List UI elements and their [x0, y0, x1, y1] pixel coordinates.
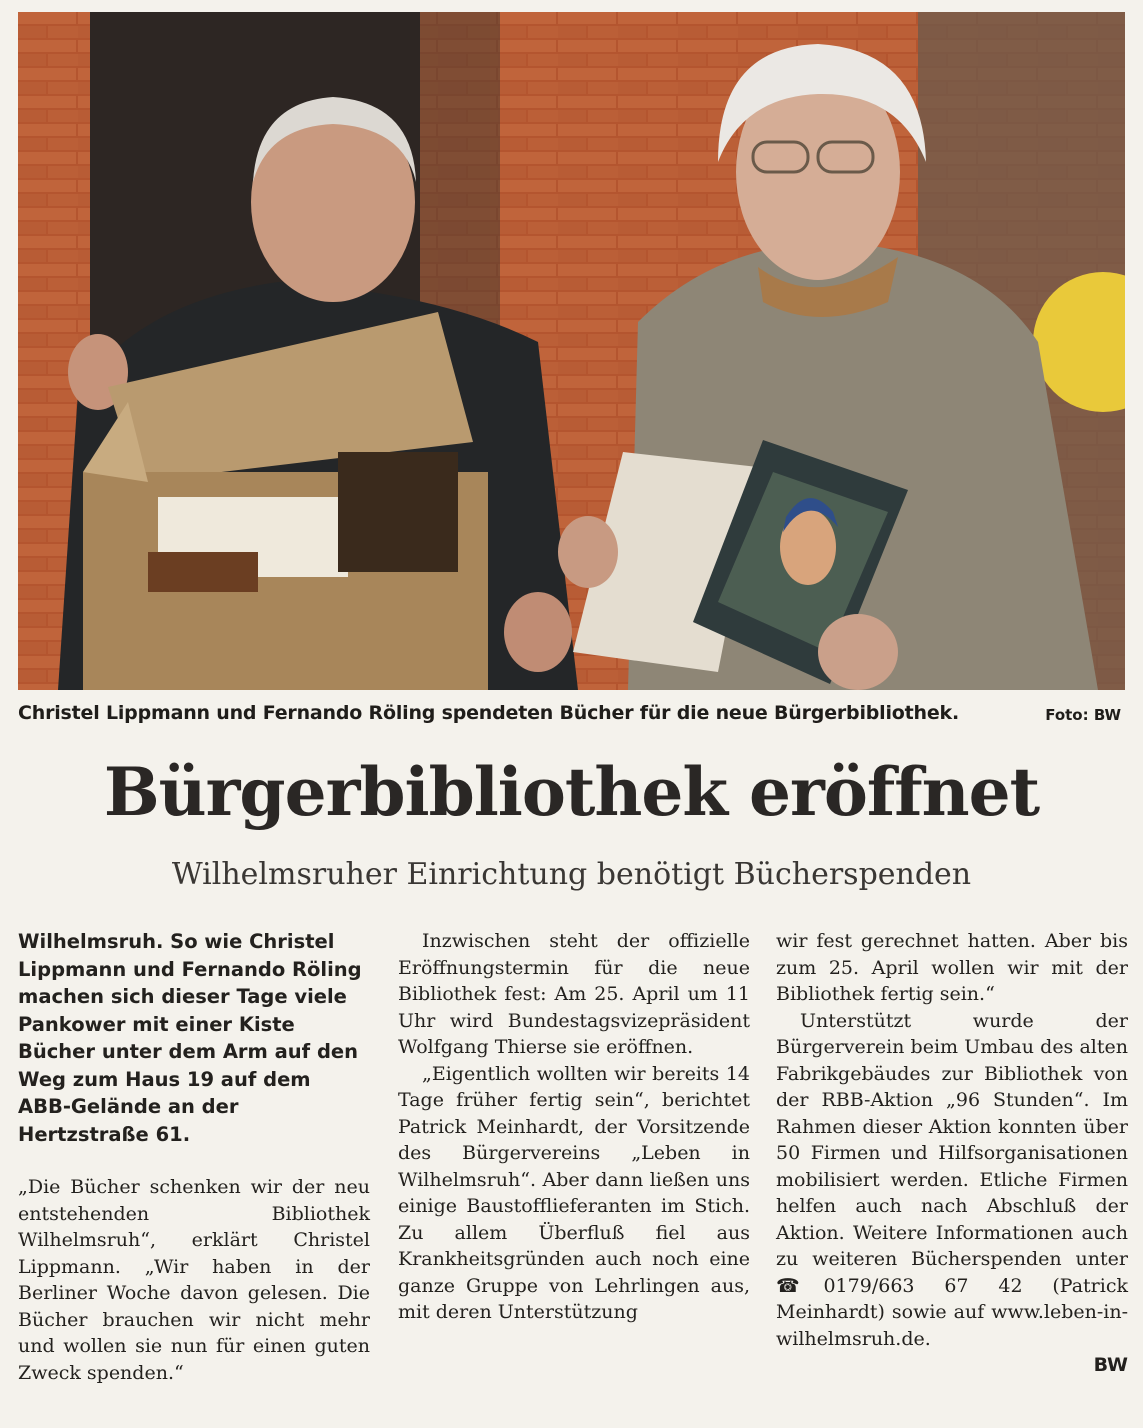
- lead-paragraph: Wilhelmsruh. So wie Christel Lippmann und Fernando Röling machen sich dieser Tage viele Pankower mit einer Kiste Bücher unter dem Arm auf den Weg zum Haus 19 auf dem ABB-Gelände an der Hertzstraße 61.: [18, 930, 362, 1146]
- paragraph: „Die Bücher schenken wir der neu entstehenden Bibliothek Wilhelmsruh“, erklärt Christel Lippmann. „Wir haben in der Berliner Woche davon gelesen. Die Bücher brauchen wir nicht mehr und wollen sie nun für einen guten Zweck spenden.“: [18, 1176, 370, 1384]
- caption-row: [18, 702, 1125, 728]
- article-column-3: [776, 928, 1128, 1379]
- article-column-2: [398, 928, 750, 1326]
- paragraph: Inzwischen steht der offizielle Eröffnungstermin für die neue Bibliothek fest: Am 25. April um 11 Uhr wird Bundestagsvizepräsident Wolfgang Thierse sie eröffnen.: [398, 930, 750, 1058]
- article-column-1: [18, 928, 370, 1386]
- photo-credit: Foto: BW: [1045, 706, 1121, 724]
- article-photo: [18, 12, 1125, 690]
- headline: Bürgerbibliothek eröffnet: [103, 753, 1040, 831]
- paragraph: Unterstützt wurde der Bürgerverein beim Umbau des alten Fabrikgebäudes zur Bibliothek von der RBB-Aktion „96 Stunden“. Im Rahmen dieser Aktion konnten über 50 Firmen und Hilfsorganisationen mobilisiert werden. Etliche Firmen helfen auch nach Abschluß der Aktion. Weitere Informationen auch zu weiteren Bücherspenden unter ☎0179/663 67 42 (Patrick Meinhardt) sowie auf www.leben-in-wilhelmsruh.de.: [776, 1009, 1128, 1350]
- paragraph: „Eigentlich wollten wir bereits 14 Tage früher fertig sein“, berichtet Patrick Meinhardt, der Vorsitzende des Bürgervereins „Leben in Wilhelmsruh“. Aber dann ließen uns einige Baustofflieferanten im Stich. Zu allem Überfluß fiel aus Krankheitsgründen auch noch eine ganze Gruppe von Lehrlingen aus, mit deren Unterstützung: [398, 1062, 750, 1323]
- paragraph: wir fest gerechnet hatten. Aber bis zum 25. April wollen wir mit der Bibliothek fertig sein.“: [776, 930, 1128, 1005]
- subheadline: Wilhelmsruher Einrichtung benötigt Bücherspenden: [171, 857, 972, 892]
- photo-caption: Christel Lippmann und Fernando Röling spendeten Bücher für die neue Bürgerbibliothek.: [18, 702, 959, 724]
- photo-illustration: [18, 12, 1125, 690]
- author-initials: BW: [1093, 1354, 1128, 1376]
